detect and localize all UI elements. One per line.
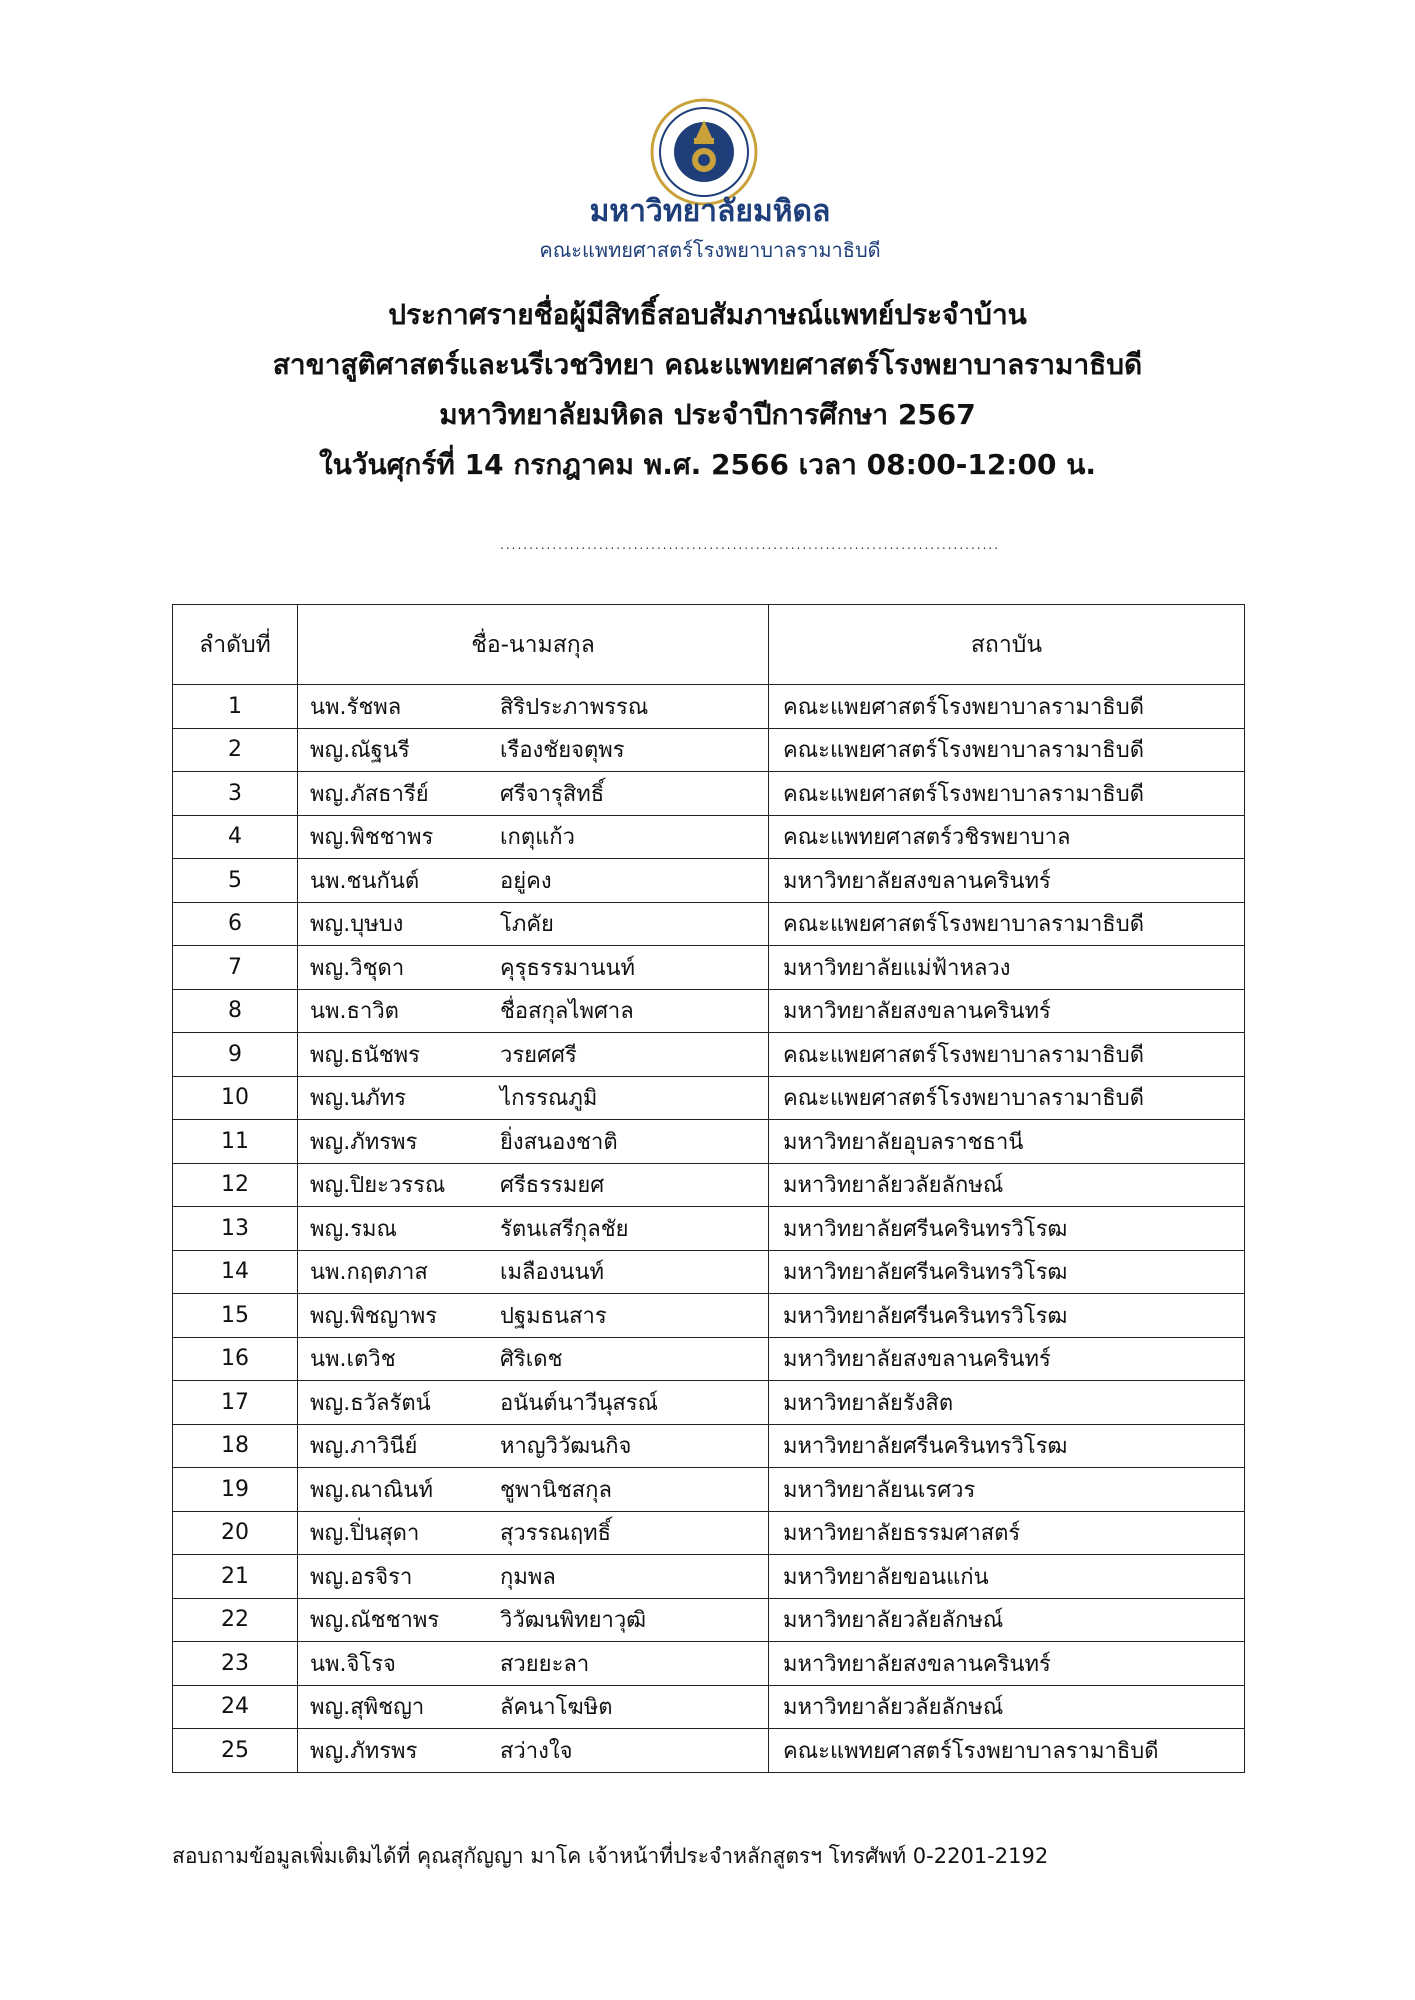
row-name-cell <box>298 1511 769 1555</box>
table-row <box>173 815 1245 859</box>
row-institution: มหาวิทยาลัยรังสิต <box>769 1381 1245 1425</box>
row-first-name: พญ.ภัสธารีย์ <box>310 781 429 807</box>
row-first-name: นพ.รัชพล <box>310 694 402 720</box>
row-name-cell <box>298 989 769 1033</box>
row-last-name: ยิ่งสนองชาติ <box>500 1129 618 1155</box>
row-last-name: กุมพล <box>500 1564 556 1590</box>
row-institution: คณะแพยศาสตร์โรงพยาบาลรามาธิบดี <box>769 685 1245 729</box>
row-institution: มหาวิทยาลัยศรีนครินทรวิโรฒ <box>769 1294 1245 1338</box>
row-first-name: นพ.จิโรจ <box>310 1651 396 1677</box>
separator-line: ...................................................................................... <box>500 538 1001 552</box>
row-last-name: สว่างใจ <box>500 1738 573 1764</box>
row-last-name: สุวรรณฤทธิ์ <box>500 1521 612 1547</box>
row-last-name: เกตุแก้ว <box>500 825 575 851</box>
row-first-name: นพ.ชนกันต์ <box>310 868 420 894</box>
row-number: 1 <box>173 685 298 729</box>
row-first-name: พญ.ณัชชาพร <box>310 1608 440 1634</box>
row-name-cell <box>298 1163 769 1207</box>
row-last-name: เรืองชัยจตุพร <box>500 738 625 764</box>
row-first-name: พญ.สุพิชญา <box>310 1695 425 1721</box>
row-number: 7 <box>173 946 298 990</box>
header-logo-block <box>500 70 920 260</box>
table-body <box>173 685 1245 1773</box>
row-name-cell <box>298 859 769 903</box>
row-first-name: นพ.เตวิช <box>310 1347 396 1373</box>
row-number: 17 <box>173 1381 298 1425</box>
row-last-name: ไกรรณภูมิ <box>500 1086 598 1112</box>
row-institution: มหาวิทยาลัยธรรมศาสตร์ <box>769 1511 1245 1555</box>
row-last-name: สวยยะลา <box>500 1651 590 1677</box>
row-last-name: ศิริเดช <box>500 1347 563 1373</box>
row-first-name: พญ.อรจิรา <box>310 1564 413 1590</box>
row-last-name: อนันต์นาวีนุสรณ์ <box>500 1390 659 1416</box>
contact-footer: สอบถามข้อมูลเพิ่มเติมได้ที่ คุณสุกัญญา มาโค เจ้าหน้าที่ประจำหลักสูตรฯ โทรศัพท์ 0-2201-2192 <box>172 1844 1049 1868</box>
row-institution: มหาวิทยาลัยแม่ฟ้าหลวง <box>769 946 1245 990</box>
row-institution: มหาวิทยาลัยสงขลานครินทร์ <box>769 1642 1245 1686</box>
row-name-cell <box>298 685 769 729</box>
row-institution: คณะแพยศาสตร์โรงพยาบาลรามาธิบดี <box>769 902 1245 946</box>
row-last-name: ศรีธรรมยศ <box>500 1173 605 1199</box>
row-last-name: ชื่อสกุลไพศาล <box>500 999 634 1025</box>
row-last-name: หาญวิวัฒนกิจ <box>500 1434 632 1460</box>
row-number: 16 <box>173 1337 298 1381</box>
row-number: 8 <box>173 989 298 1033</box>
row-name-cell <box>298 1120 769 1164</box>
table-row <box>173 1729 1245 1773</box>
row-name-cell <box>298 1424 769 1468</box>
row-number: 21 <box>173 1555 298 1599</box>
table-row <box>173 1076 1245 1120</box>
row-number: 15 <box>173 1294 298 1338</box>
header-name: ชื่อ-นามสกุล <box>298 605 769 685</box>
row-name-cell <box>298 1381 769 1425</box>
row-name-cell <box>298 1250 769 1294</box>
row-first-name: พญ.ณาณินท์ <box>310 1477 433 1503</box>
row-institution: มหาวิทยาลัยวลัยลักษณ์ <box>769 1598 1245 1642</box>
table-row <box>173 1642 1245 1686</box>
row-number: 13 <box>173 1207 298 1251</box>
title-line-1: ประกาศรายชื่อผู้มีสิทธิ์สอบสัมภาษณ์แพทย์ประจำบ้าน <box>388 298 1027 331</box>
row-number: 4 <box>173 815 298 859</box>
table-row <box>173 946 1245 990</box>
row-first-name: พญ.ภัทรพร <box>310 1129 418 1155</box>
row-institution: มหาวิทยาลัยสงขลานครินทร์ <box>769 1337 1245 1381</box>
row-first-name: พญ.รมณ <box>310 1216 397 1242</box>
row-last-name: วิวัฒนพิทยาวุฒิ <box>500 1608 647 1634</box>
announcement-title <box>0 290 1415 490</box>
row-last-name: โภคัย <box>500 912 554 938</box>
row-last-name: เมลืองนนท์ <box>500 1260 605 1286</box>
row-name-cell <box>298 1033 769 1077</box>
university-name: มหาวิทยาลัยมหิดล <box>589 194 831 229</box>
row-institution: มหาวิทยาลัยศรีนครินทรวิโรฒ <box>769 1424 1245 1468</box>
row-first-name: พญ.วิชุดา <box>310 955 405 981</box>
table-row <box>173 772 1245 816</box>
row-name-cell <box>298 946 769 990</box>
row-first-name: พญ.บุษบง <box>310 912 404 938</box>
row-number: 9 <box>173 1033 298 1077</box>
row-institution: คณะแพยศาสตร์โรงพยาบาลรามาธิบดี <box>769 772 1245 816</box>
row-institution: คณะแพยศาสตร์โรงพยาบาลรามาธิบดี <box>769 728 1245 772</box>
row-institution: มหาวิทยาลัยสงขลานครินทร์ <box>769 989 1245 1033</box>
row-first-name: พญ.ธวัลรัตน์ <box>310 1390 431 1416</box>
row-institution: มหาวิทยาลัยศรีนครินทรวิโรฒ <box>769 1207 1245 1251</box>
candidate-table <box>172 604 1245 1773</box>
table-row <box>173 1120 1245 1164</box>
row-institution: มหาวิทยาลัยศรีนครินทรวิโรฒ <box>769 1250 1245 1294</box>
row-number: 24 <box>173 1685 298 1729</box>
row-name-cell <box>298 1294 769 1338</box>
row-number: 14 <box>173 1250 298 1294</box>
row-last-name: ศรีจารุสิทธิ์ <box>500 781 605 807</box>
title-line-4: ในวันศุกร์ที่ 14 กรกฎาคม พ.ศ. 2566 เวลา 08:00-12:00 น. <box>318 448 1096 481</box>
row-first-name: นพ.ธาวิต <box>310 999 399 1025</box>
row-institution: คณะแพยศาสตร์โรงพยาบาลรามาธิบดี <box>769 1033 1245 1077</box>
row-first-name: พญ.พิชญาพร <box>310 1303 438 1329</box>
title-line-3: มหาวิทยาลัยมหิดล ประจำปีการศึกษา 2567 <box>439 398 976 431</box>
row-institution: คณะแพทยศาสตร์โรงพยาบาลรามาธิบดี <box>769 1729 1245 1773</box>
row-name-cell <box>298 1337 769 1381</box>
table-row <box>173 685 1245 729</box>
row-name-cell <box>298 1729 769 1773</box>
row-institution: คณะแพยศาสตร์โรงพยาบาลรามาธิบดี <box>769 1076 1245 1120</box>
row-institution: มหาวิทยาลัยอุบลราชธานี <box>769 1120 1245 1164</box>
table-row <box>173 1294 1245 1338</box>
table-row <box>173 1207 1245 1251</box>
row-name-cell <box>298 1555 769 1599</box>
row-institution: มหาวิทยาลัยขอนแก่น <box>769 1555 1245 1599</box>
row-number: 11 <box>173 1120 298 1164</box>
table-row <box>173 902 1245 946</box>
row-number: 10 <box>173 1076 298 1120</box>
row-number: 22 <box>173 1598 298 1642</box>
row-number: 12 <box>173 1163 298 1207</box>
table-row <box>173 859 1245 903</box>
row-last-name: อยู่คง <box>500 868 552 894</box>
row-name-cell <box>298 728 769 772</box>
title-line-2: สาขาสูติศาสตร์และนรีเวชวิทยา คณะแพทยศาสตร์โรงพยาบาลรามาธิบดี <box>272 348 1143 381</box>
row-first-name: พญ.ณัฐนรี <box>310 738 410 764</box>
row-name-cell <box>298 772 769 816</box>
row-first-name: พญ.ปิยะวรรณ <box>310 1173 446 1199</box>
row-institution: มหาวิทยาลัยวลัยลักษณ์ <box>769 1685 1245 1729</box>
row-number: 3 <box>173 772 298 816</box>
table-row <box>173 1598 1245 1642</box>
row-first-name: พญ.พิชชาพร <box>310 825 434 851</box>
row-first-name: พญ.นภัทร <box>310 1086 407 1112</box>
row-name-cell <box>298 815 769 859</box>
row-last-name: ชูพานิชสกุล <box>500 1477 612 1503</box>
row-number: 19 <box>173 1468 298 1512</box>
row-first-name: พญ.ปิ่นสุดา <box>310 1521 420 1547</box>
table-row <box>173 1381 1245 1425</box>
row-number: 2 <box>173 728 298 772</box>
row-name-cell <box>298 1076 769 1120</box>
row-institution: มหาวิทยาลัยวลัยลักษณ์ <box>769 1163 1245 1207</box>
row-last-name: รัตนเสรีกุลชัย <box>500 1216 629 1242</box>
row-name-cell <box>298 1642 769 1686</box>
table-header-row <box>173 605 1245 685</box>
row-number: 5 <box>173 859 298 903</box>
row-first-name: พญ.ภัทรพร <box>310 1738 418 1764</box>
row-last-name: ลัคนาโฆษิต <box>500 1695 613 1721</box>
row-institution: มหาวิทยาลัยสงขลานครินทร์ <box>769 859 1245 903</box>
row-name-cell <box>298 1685 769 1729</box>
table-row <box>173 1163 1245 1207</box>
table-row <box>173 1468 1245 1512</box>
row-number: 20 <box>173 1511 298 1555</box>
table-row <box>173 728 1245 772</box>
row-number: 18 <box>173 1424 298 1468</box>
row-name-cell <box>298 1207 769 1251</box>
table-row <box>173 1337 1245 1381</box>
table-row <box>173 1033 1245 1077</box>
header-institution: สถาบัน <box>769 605 1245 685</box>
faculty-name: คณะแพทยศาสตร์โรงพยาบาลรามาธิบดี <box>539 238 881 262</box>
table-row <box>173 989 1245 1033</box>
row-name-cell <box>298 1468 769 1512</box>
row-institution: คณะแพทยศาสตร์วชิรพยาบาล <box>769 815 1245 859</box>
row-number: 23 <box>173 1642 298 1686</box>
row-last-name: คุรุธรรมานนท์ <box>500 955 636 981</box>
row-institution: มหาวิทยาลัยนเรศวร <box>769 1468 1245 1512</box>
row-last-name: ปฐมธนสาร <box>500 1303 607 1329</box>
row-first-name: นพ.กฤตภาส <box>310 1260 428 1286</box>
table-row <box>173 1511 1245 1555</box>
row-name-cell <box>298 1598 769 1642</box>
row-first-name: พญ.ธนัชพร <box>310 1042 420 1068</box>
header-number: ลำดับที่ <box>173 605 298 685</box>
row-number: 6 <box>173 902 298 946</box>
table-row <box>173 1424 1245 1468</box>
row-number: 25 <box>173 1729 298 1773</box>
row-name-cell <box>298 902 769 946</box>
row-last-name: สิริประภาพรรณ <box>500 694 649 720</box>
row-last-name: วรยศศรี <box>500 1042 577 1068</box>
row-first-name: พญ.ภาวินีย์ <box>310 1434 418 1460</box>
table-row <box>173 1555 1245 1599</box>
table-row <box>173 1685 1245 1729</box>
table-row <box>173 1250 1245 1294</box>
